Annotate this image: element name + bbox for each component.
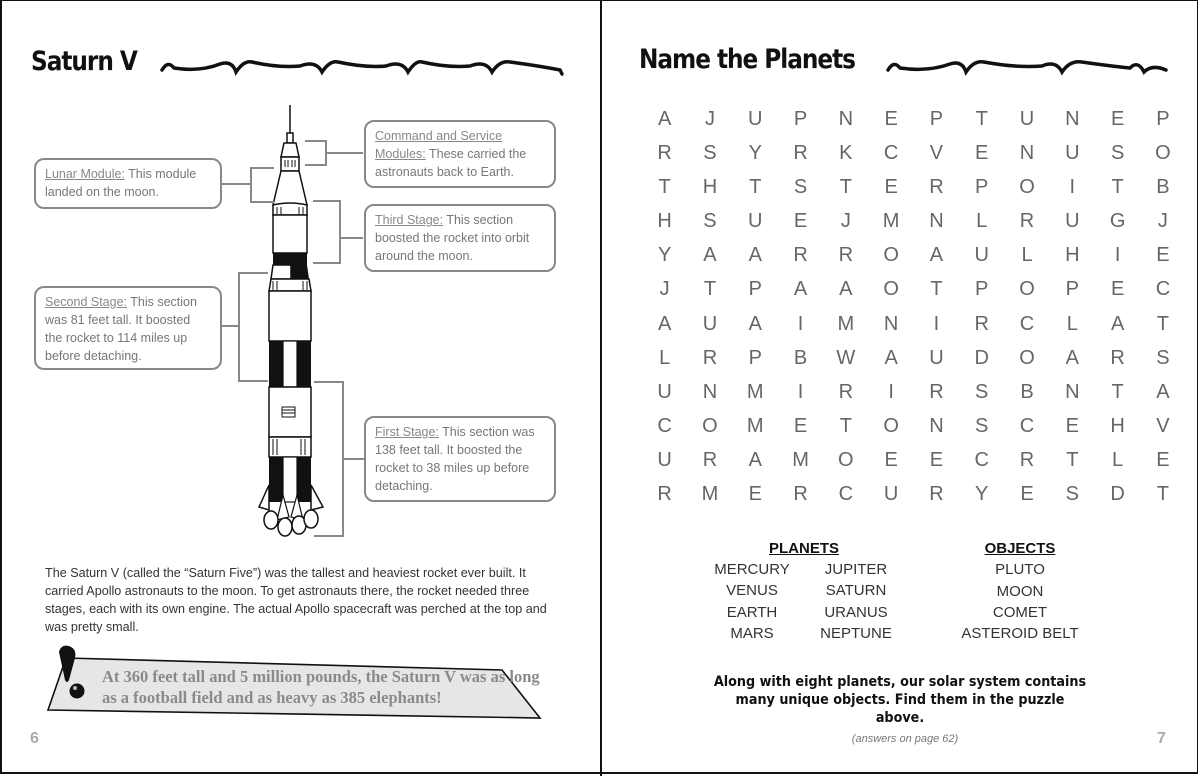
grid-cell[interactable]: U bbox=[1065, 142, 1080, 165]
grid-cell[interactable]: P bbox=[793, 108, 808, 130]
grid-cell[interactable]: R bbox=[793, 142, 808, 165]
grid-cell[interactable]: R bbox=[1110, 346, 1125, 369]
grid-cell[interactable]: U bbox=[657, 380, 672, 403]
grid-cell[interactable]: T bbox=[975, 108, 988, 130]
grid-cell[interactable]: U bbox=[702, 312, 718, 335]
grid-cell[interactable]: U bbox=[748, 108, 763, 130]
grid-cell[interactable]: P bbox=[1156, 108, 1170, 130]
grid-cell[interactable]: M bbox=[882, 210, 900, 233]
planets-column-1 bbox=[706, 559, 798, 644]
grid-cell[interactable]: R bbox=[929, 380, 944, 403]
grid-cell[interactable]: S bbox=[703, 210, 717, 233]
word-item: COMET bbox=[992, 603, 1048, 621]
lunar-module-connector bbox=[222, 183, 250, 185]
lunar-module-bracket bbox=[250, 167, 274, 203]
page-number: 7 bbox=[1157, 730, 1166, 747]
page-title: Saturn V bbox=[31, 46, 137, 77]
grid-cell[interactable]: R bbox=[974, 312, 989, 335]
grid-cell[interactable]: O bbox=[702, 414, 718, 437]
grid-cell[interactable]: A bbox=[748, 448, 762, 471]
grid-cell[interactable]: E bbox=[1065, 414, 1079, 437]
squiggle-divider-icon bbox=[160, 54, 565, 78]
grid-cell[interactable]: P bbox=[975, 176, 989, 199]
grid-cell[interactable]: O bbox=[883, 414, 899, 437]
grid-cell[interactable]: P bbox=[975, 278, 989, 301]
grid-cell[interactable]: O bbox=[883, 244, 899, 267]
grid-cell[interactable]: J bbox=[659, 278, 670, 301]
grid-cell[interactable]: I bbox=[1069, 176, 1076, 199]
grid-cell[interactable]: C bbox=[838, 483, 854, 506]
grid-cell[interactable]: N bbox=[929, 210, 944, 233]
grid-cell[interactable]: R bbox=[929, 483, 944, 506]
exclamation-icon bbox=[55, 644, 97, 702]
command-service-bracket bbox=[305, 140, 327, 166]
grid-cell[interactable]: T bbox=[749, 176, 762, 199]
grid-cell[interactable]: T bbox=[1156, 312, 1170, 335]
grid-cell[interactable]: L bbox=[1112, 448, 1124, 471]
grid-cell[interactable]: Y bbox=[657, 244, 672, 267]
word-item: JUPITER bbox=[824, 561, 888, 578]
callout-text: This section boosted the rocket into orbit around the moon. bbox=[375, 213, 530, 263]
grid-cell[interactable]: E bbox=[884, 176, 898, 199]
grid-cell[interactable]: C bbox=[1155, 278, 1171, 301]
grid-cell[interactable]: C bbox=[657, 414, 672, 437]
grid-cell[interactable]: E bbox=[748, 483, 762, 506]
grid-cell[interactable]: S bbox=[793, 176, 808, 199]
grid-cell[interactable]: M bbox=[792, 448, 809, 471]
grid-cell[interactable]: V bbox=[1156, 414, 1170, 437]
grid-cell[interactable]: R bbox=[1019, 448, 1035, 471]
grid-cell[interactable]: T bbox=[1111, 176, 1124, 199]
word-search-grid[interactable] bbox=[642, 106, 1186, 515]
grid-cell[interactable]: B bbox=[1156, 176, 1170, 199]
word-item: NEPTUNE bbox=[820, 624, 892, 642]
grid-cell[interactable]: T bbox=[1111, 380, 1124, 403]
grid-cell[interactable]: N bbox=[883, 312, 899, 335]
grid-cell[interactable]: R bbox=[657, 142, 672, 165]
grid-cell[interactable]: O bbox=[883, 278, 899, 301]
grid-cell[interactable]: R bbox=[793, 483, 808, 506]
grid-cell[interactable]: A bbox=[793, 278, 808, 301]
grid-cell[interactable]: M bbox=[746, 414, 764, 437]
grid-cell[interactable]: R bbox=[702, 448, 718, 471]
grid-cell[interactable]: R bbox=[838, 244, 854, 267]
body-paragraph: The Saturn V (called the “Saturn Five”) was the tallest and heaviest rocket ever built. It carried Apollo astronauts to the moon. To get astronauts there, the rocket needed three stages, each with its own engine. The actual Apollo spacecraft was perched at the top and was pretty small. bbox=[45, 566, 547, 634]
grid-cell[interactable]: U bbox=[929, 346, 944, 369]
grid-cell[interactable]: T bbox=[1156, 483, 1170, 506]
grid-cell[interactable]: L bbox=[659, 346, 671, 369]
planets-column-2 bbox=[812, 559, 900, 644]
grid-cell[interactable]: O bbox=[838, 448, 854, 471]
planets-list bbox=[708, 538, 900, 559]
planets-heading: PLANETS bbox=[768, 540, 839, 557]
third-stage-connector bbox=[341, 237, 363, 239]
grid-cell[interactable]: E bbox=[793, 414, 808, 437]
grid-cell[interactable]: L bbox=[976, 210, 988, 233]
grid-cell[interactable]: M bbox=[837, 312, 855, 335]
callout-term: First Stage: bbox=[375, 425, 439, 439]
grid-cell[interactable]: L bbox=[1021, 244, 1033, 267]
grid-cell[interactable]: C bbox=[1019, 312, 1035, 335]
grid-cell[interactable]: A bbox=[657, 108, 672, 130]
grid-cell[interactable]: H bbox=[1110, 414, 1125, 437]
grid-cell[interactable]: T bbox=[839, 176, 852, 199]
command-service-connector bbox=[327, 152, 363, 154]
callout-text: This section was 81 feet tall. It boosted the rocket to 114 miles up before detaching. bbox=[45, 295, 197, 363]
grid-cell[interactable]: O bbox=[1019, 346, 1035, 369]
grid-cell[interactable]: K bbox=[839, 142, 853, 165]
grid-cell[interactable]: J bbox=[1157, 210, 1168, 233]
grid-cell[interactable]: C bbox=[974, 448, 989, 471]
grid-cell[interactable]: R bbox=[1019, 210, 1035, 233]
grid-cell[interactable]: N bbox=[1019, 142, 1035, 165]
second-stage-connector bbox=[222, 325, 238, 327]
word-item: SATURN bbox=[825, 582, 887, 600]
grid-cell[interactable]: N bbox=[702, 380, 718, 403]
callout-text: This module landed on the moon. bbox=[45, 167, 197, 199]
puzzle-instructions: Along with eight planets, our solar system contains many unique objects. Find them in the puzzle above. bbox=[713, 674, 1087, 726]
grid-cell[interactable]: S bbox=[975, 414, 989, 437]
objects-list bbox=[950, 538, 1090, 644]
grid-cell[interactable]: U bbox=[1019, 108, 1035, 130]
grid-cell[interactable]: N bbox=[838, 108, 854, 130]
grid-cell[interactable]: O bbox=[1019, 278, 1035, 301]
grid-cell[interactable]: A bbox=[657, 312, 672, 335]
squiggle-divider-icon bbox=[886, 54, 1170, 78]
grid-cell[interactable]: N bbox=[1065, 380, 1080, 403]
grid-cell[interactable]: R bbox=[657, 483, 672, 506]
grid-cell[interactable]: E bbox=[884, 108, 898, 130]
word-item: MERCURY bbox=[714, 561, 790, 578]
first-stage-bracket bbox=[314, 381, 344, 537]
grid-cell[interactable]: H bbox=[1065, 244, 1080, 267]
grid-cell[interactable]: U bbox=[1065, 210, 1080, 233]
objects-heading: OBJECTS bbox=[984, 540, 1056, 557]
grid-cell[interactable]: A bbox=[929, 244, 944, 267]
page-title: Name the Planets bbox=[639, 44, 855, 75]
grid-cell[interactable]: J bbox=[840, 210, 851, 233]
grid-cell[interactable]: S bbox=[1110, 142, 1125, 165]
grid-cell[interactable]: E bbox=[975, 142, 989, 165]
grid-cell[interactable]: H bbox=[657, 210, 672, 233]
callout-command-service bbox=[364, 120, 556, 188]
grid-cell[interactable]: T bbox=[839, 414, 852, 437]
grid-cell[interactable]: S bbox=[975, 380, 989, 403]
grid-cell[interactable]: I bbox=[1114, 244, 1121, 267]
callout-term: Second Stage: bbox=[45, 295, 128, 309]
grid-cell[interactable]: Y bbox=[975, 483, 989, 506]
grid-cell[interactable]: A bbox=[839, 278, 853, 301]
grid-cell[interactable]: T bbox=[703, 278, 717, 301]
grid-cell[interactable]: A bbox=[1110, 312, 1125, 335]
grid-cell[interactable]: B bbox=[1020, 380, 1034, 403]
grid-cell[interactable]: P bbox=[748, 346, 762, 369]
grid-cell[interactable]: A bbox=[703, 244, 717, 267]
grid-cell[interactable]: R bbox=[702, 346, 718, 369]
word-item: MARS bbox=[730, 624, 774, 642]
answers-note: (answers on page 62) bbox=[851, 733, 959, 745]
grid-cell[interactable]: I bbox=[797, 312, 804, 335]
page-divider bbox=[600, 0, 602, 776]
grid-cell[interactable]: A bbox=[748, 312, 762, 335]
grid-cell[interactable]: E bbox=[884, 448, 898, 471]
grid-cell[interactable]: U bbox=[883, 483, 899, 506]
grid-cell[interactable]: N bbox=[929, 414, 944, 437]
grid-cell[interactable]: A bbox=[884, 346, 898, 369]
callout-term: Third Stage: bbox=[375, 213, 444, 227]
callout-first-stage bbox=[364, 416, 556, 502]
grid-cell[interactable]: R bbox=[838, 380, 854, 403]
grid-cell[interactable]: R bbox=[793, 244, 808, 267]
grid-cell[interactable]: T bbox=[1066, 448, 1079, 471]
word-item: PLUTO bbox=[995, 561, 1045, 579]
grid-cell[interactable]: H bbox=[702, 176, 718, 199]
grid-cell[interactable]: S bbox=[1065, 483, 1079, 506]
grid-cell[interactable]: M bbox=[701, 483, 719, 506]
grid-cell[interactable]: I bbox=[888, 380, 894, 403]
grid-cell[interactable]: I bbox=[933, 312, 940, 335]
grid-cell[interactable]: M bbox=[746, 380, 764, 403]
grid-cell[interactable]: P bbox=[929, 108, 944, 130]
grid-cell[interactable]: V bbox=[929, 142, 944, 165]
grid-cell[interactable]: A bbox=[1065, 346, 1079, 369]
grid-cell[interactable]: T bbox=[658, 176, 671, 199]
grid-cell[interactable]: E bbox=[1156, 448, 1170, 471]
grid-cell[interactable]: P bbox=[748, 278, 762, 301]
grid-cell[interactable]: W bbox=[836, 346, 856, 369]
grid-cell[interactable]: S bbox=[1156, 346, 1170, 369]
grid-cell[interactable]: B bbox=[793, 346, 808, 369]
grid-cell[interactable]: A bbox=[1156, 380, 1170, 403]
grid-cell[interactable]: E bbox=[1156, 244, 1170, 267]
third-stage-bracket bbox=[313, 200, 341, 264]
word-item: MOON bbox=[996, 582, 1044, 600]
grid-cell[interactable]: L bbox=[1066, 312, 1078, 335]
grid-cell[interactable]: P bbox=[1065, 278, 1079, 301]
grid-cell[interactable]: E bbox=[929, 448, 944, 471]
grid-cell[interactable]: U bbox=[748, 210, 763, 233]
grid-cell[interactable]: I bbox=[797, 380, 804, 403]
grid-cell[interactable]: E bbox=[793, 210, 808, 233]
grid-cell[interactable]: A bbox=[748, 244, 762, 267]
word-item: VENUS bbox=[726, 582, 778, 600]
grid-cell[interactable]: Y bbox=[748, 142, 762, 165]
callout-term: Lunar Module: bbox=[45, 167, 125, 181]
fact-text: At 360 feet tall and 5 million pounds, the Saturn V was as long as a football field and as heavy as 385 elephants! bbox=[102, 667, 540, 707]
callout-text: This section was 138 feet tall. It boosted the rocket to 38 miles up before detaching. bbox=[375, 425, 535, 493]
grid-cell[interactable]: S bbox=[703, 142, 717, 165]
word-item: URANUS bbox=[824, 603, 888, 621]
grid-cell[interactable]: C bbox=[1019, 414, 1035, 437]
callout-text: These carried the astronauts back to Earth. bbox=[375, 147, 527, 179]
grid-cell[interactable]: E bbox=[1020, 483, 1034, 506]
grid-cell[interactable]: D bbox=[1110, 483, 1125, 506]
grid-cell[interactable]: O bbox=[1019, 176, 1035, 199]
grid-cell[interactable]: U bbox=[974, 244, 989, 267]
grid-cell[interactable]: N bbox=[1065, 108, 1080, 130]
page-number: 6 bbox=[30, 730, 39, 747]
second-stage-bracket bbox=[238, 272, 268, 382]
grid-cell[interactable]: U bbox=[657, 448, 672, 471]
grid-cell[interactable]: R bbox=[929, 176, 944, 199]
grid-cell[interactable]: C bbox=[883, 142, 899, 165]
callout-third-stage bbox=[364, 204, 556, 272]
grid-cell[interactable]: O bbox=[1155, 142, 1171, 165]
word-item: EARTH bbox=[726, 603, 778, 621]
grid-cell[interactable]: T bbox=[930, 278, 943, 301]
word-item: ASTEROID BELT bbox=[961, 625, 1079, 643]
callout-lunar-module bbox=[34, 158, 222, 209]
callout-second-stage bbox=[34, 286, 222, 370]
grid-cell[interactable]: E bbox=[1110, 278, 1125, 301]
grid-cell[interactable]: G bbox=[1109, 210, 1126, 233]
grid-cell[interactable]: J bbox=[704, 108, 715, 130]
first-stage-connector bbox=[344, 458, 366, 460]
grid-cell[interactable]: E bbox=[1110, 108, 1125, 130]
callout-term: Command and Service Modules: bbox=[375, 129, 503, 161]
grid-cell[interactable]: D bbox=[974, 346, 989, 369]
